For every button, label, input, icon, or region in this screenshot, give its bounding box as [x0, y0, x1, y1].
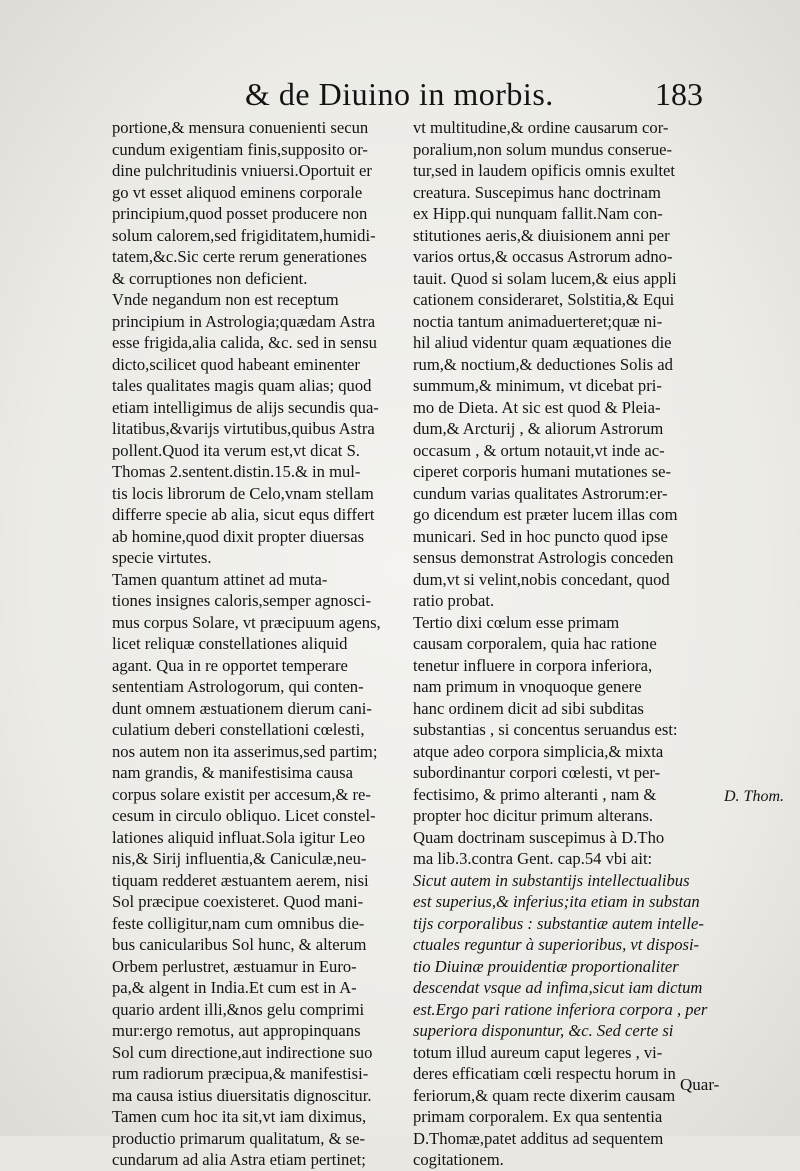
text-line: ab homine,quod dixit propter diuersas [112, 526, 365, 546]
text-line: ciperet corporis humani mutationes se- [413, 462, 672, 481]
text-line: tis locis librorum de Celo,vnam stellam [112, 483, 374, 503]
text-line: licet reliquæ constellationes aliquid [112, 634, 348, 653]
catchword: Quar- [680, 1075, 720, 1094]
text-line: Tamen quantum attinet ad muta- [112, 569, 328, 589]
text-line: substantias , si concentus seruandus est: [413, 720, 678, 739]
text-line: Tertio dixi cœlum esse primam [413, 612, 620, 632]
text-line: esse frigida,alia calida, &c. sed in sensu [112, 333, 377, 352]
quoted-text-line: est.Ergo pari ratione inferiora corpora , per [413, 999, 708, 1019]
text-line: ma lib.3.contra Gent. cap.54 vbi ait: [413, 849, 653, 868]
text-line: rum,& noctium,& deductiones Solis ad [413, 354, 673, 374]
text-line: go vt esset aliquod eminens corporale [112, 182, 363, 202]
text-line: principium,quod posset producere non [112, 204, 368, 223]
text-line: poralium,non solum mundus conserue- [413, 139, 673, 159]
text-line: lationes aliquid influat.Sola igitur Leo [112, 827, 366, 847]
text-line: cesum in circulo obliquo. Licet constel- [112, 806, 376, 825]
text-line: rum radiorum præcipua,& manifestisi- [112, 1064, 369, 1083]
text-line: solum calorem,sed frigiditatem,humidi- [112, 225, 376, 245]
text-line: culatium deberi constellationi cœlesti, [112, 720, 365, 739]
text-line: vt multitudine,& ordine causarum cor- [413, 118, 669, 137]
text-line: tales qualitates magis quam alias; quod [112, 376, 372, 395]
text-line: cundum varias qualitates Astrorum:er- [413, 483, 668, 503]
text-line: nam primum in vnoquoque genere [413, 677, 642, 696]
quoted-text-line: descendat vsque ad infima,sicut iam dictum [413, 978, 703, 997]
text-line: ex Hipp.qui nunquam fallit.Nam con- [413, 204, 663, 223]
page-number: 183 [655, 76, 703, 112]
text-line: productio primarum qualitatum, & se- [112, 1128, 365, 1148]
text-line: atque adeo corpora simplicia,& mixta [413, 741, 664, 761]
text-line: Sol præcipue coexisteret. Quod mani- [112, 892, 364, 911]
text-line: mus corpus Solare, vt præcipuum agens, [112, 612, 381, 632]
quoted-text-line: tijs corporalibus : substantiæ autem intelle- [413, 913, 704, 933]
text-line: hil aliud videntur quam æquationes die [413, 333, 672, 352]
text-line: Quam doctrinam suscepimus à D.Tho [413, 827, 665, 847]
text-line: etiam intelligimus de alijs secundis qua- [112, 397, 379, 417]
text-line: nam grandis, & manifestisima causa [112, 763, 354, 782]
text-line: & corruptiones non deficient. [112, 268, 308, 288]
text-line: feste colligitur,nam cum omnibus die- [112, 913, 365, 933]
quoted-text-line: superiora disponuntur, &c. Sed certe si [413, 1021, 674, 1040]
text-line: dum,vt si velint,nobis concedant, quod [413, 569, 670, 589]
text-line: litatibus,&varijs virtutibus,quibus Astra [112, 419, 375, 438]
text-line: tiquam redderet æstuantem aerem, nisi [112, 870, 369, 890]
text-line: Thomas 2.sentent.distin.15.& in mul- [112, 462, 361, 481]
quoted-text-line: tio Diuinæ prouidentiæ proportionaliter [413, 956, 679, 976]
text-line: cogitationem. [413, 1150, 504, 1169]
text-line: primam corporalem. Ex qua sententia [413, 1107, 663, 1126]
margin-note: D. Thom. [724, 788, 785, 805]
quoted-text-line: ctuales reguntur à superioribus, vt disposi- [413, 935, 700, 954]
text-line: Tamen cum hoc ita sit,vt iam diximus, [112, 1107, 367, 1126]
quoted-text-line: Sicut autem in substantijs intellectualibus [413, 870, 690, 890]
text-line: principium in Astrologia;quædam Astra [112, 311, 376, 331]
text-line: cundarum ad alia Astra etiam pertinet; [112, 1150, 366, 1169]
text-line: sensus demonstrat Astrologis conceden [413, 548, 674, 567]
text-line: Vnde negandum non est receptum [112, 290, 339, 309]
text-line: summum,& minimum, vt dicebat pri- [413, 376, 662, 395]
text-line: bus canicularibus Sol hunc, & alterum [112, 935, 367, 954]
text-line: mur:ergo remotus, aut appropinquans [112, 1021, 361, 1040]
text-line: D.Thomæ,patet additus ad sequentem [413, 1128, 664, 1148]
text-line: corpus solare existit per accesum,& re- [112, 784, 371, 804]
text-line: mo de Dieta. At sic est quod & Pleia- [413, 397, 661, 417]
text-line: varios ortus,& occasus Astrorum adno- [413, 247, 673, 266]
text-line: differre specie ab alia, sicut equs differt [112, 505, 375, 524]
text-line: portione,& mensura conuenienti secun [112, 118, 369, 137]
text-line: deres efficatiam cœli respectu horum in [413, 1064, 676, 1083]
text-line: nos autem non ita asserimus,sed partim; [112, 741, 378, 761]
text-line: go dicendum est præter lucem illas com [413, 505, 678, 524]
text-line: tauit. Quod si solam lucem,& eius appli [413, 268, 677, 288]
text-line: pa,& algent in India.Et cum est in A- [112, 978, 357, 997]
text-line: dunt omnem æstuationem dierum cani- [112, 698, 372, 718]
text-line: noctia tantum animaduerteret;quæ ni- [413, 311, 663, 331]
text-line: feriorum,& quam recte dixerim causam [413, 1085, 676, 1105]
text-line: subordinantur corpori cœlesti, vt per- [413, 763, 661, 782]
text-line: sententiam Astrologorum, qui conten- [112, 677, 364, 696]
text-line: tenetur influere in corpora inferiora, [413, 655, 653, 675]
text-line: agant. Qua in re opportet temperare [112, 655, 348, 675]
text-line: quario ardent illi,&nos gelu comprimi [112, 999, 365, 1019]
text-line: ratio probat. [413, 591, 495, 610]
text-line: municari. Sed in hoc puncto quod ipse [413, 526, 668, 546]
text-line: hanc ordinem dicit ad sibi subditas [413, 698, 644, 718]
text-line: propter hoc dicitur primum alterans. [413, 806, 654, 825]
left-text-column [112, 117, 407, 1171]
text-line: Sol cum directione,aut indirectione suo [112, 1042, 373, 1062]
running-header: & de Diuino in morbis. [245, 76, 554, 112]
text-line: tiones insignes caloris,semper agnosci- [112, 591, 371, 610]
right-text-column [413, 117, 715, 1171]
text-line: fectisimo, & primo alteranti , nam & [413, 784, 657, 804]
text-line: creatura. Suscepimus hanc doctrinam [413, 182, 661, 202]
text-line: dine pulchritudinis vniuersi.Oportuit er [112, 161, 372, 180]
text-line: dicto,scilicet quod habeant eminenter [112, 354, 360, 374]
quoted-text-line: est superius,& inferius;ita etiam in substan [413, 892, 700, 911]
text-line: tatem,&c.Sic certe rerum generationes [112, 247, 367, 266]
text-line: Orbem perlustret, æstuamur in Euro- [112, 956, 357, 976]
text-line: occasum , & ortum notauit,vt inde ac- [413, 440, 665, 460]
text-line: totum illud aureum caput legeres , vi- [413, 1042, 663, 1062]
text-line: stitutiones aeris,& diuisionem anni per [413, 225, 670, 245]
text-line: cationem consideraret, Solstitia,& Equi [413, 290, 675, 309]
text-line: nis,& Sirij influentia,& Caniculæ,neu- [112, 849, 367, 868]
text-line: pollent.Quod ita verum est,vt dicat S. [112, 440, 360, 460]
text-line: dum,& Arcturij , & aliorum Astrorum [413, 419, 664, 438]
text-line: cundum exigentiam finis,supposito or- [112, 139, 368, 159]
text-line: ma causa istius diuersitatis dignoscitur. [112, 1085, 372, 1105]
text-line: tur,sed in laudem opificis omnis exultet [413, 161, 676, 180]
text-line: specie virtutes. [112, 548, 212, 567]
text-line: causam corporalem, quia hac ratione [413, 634, 657, 653]
